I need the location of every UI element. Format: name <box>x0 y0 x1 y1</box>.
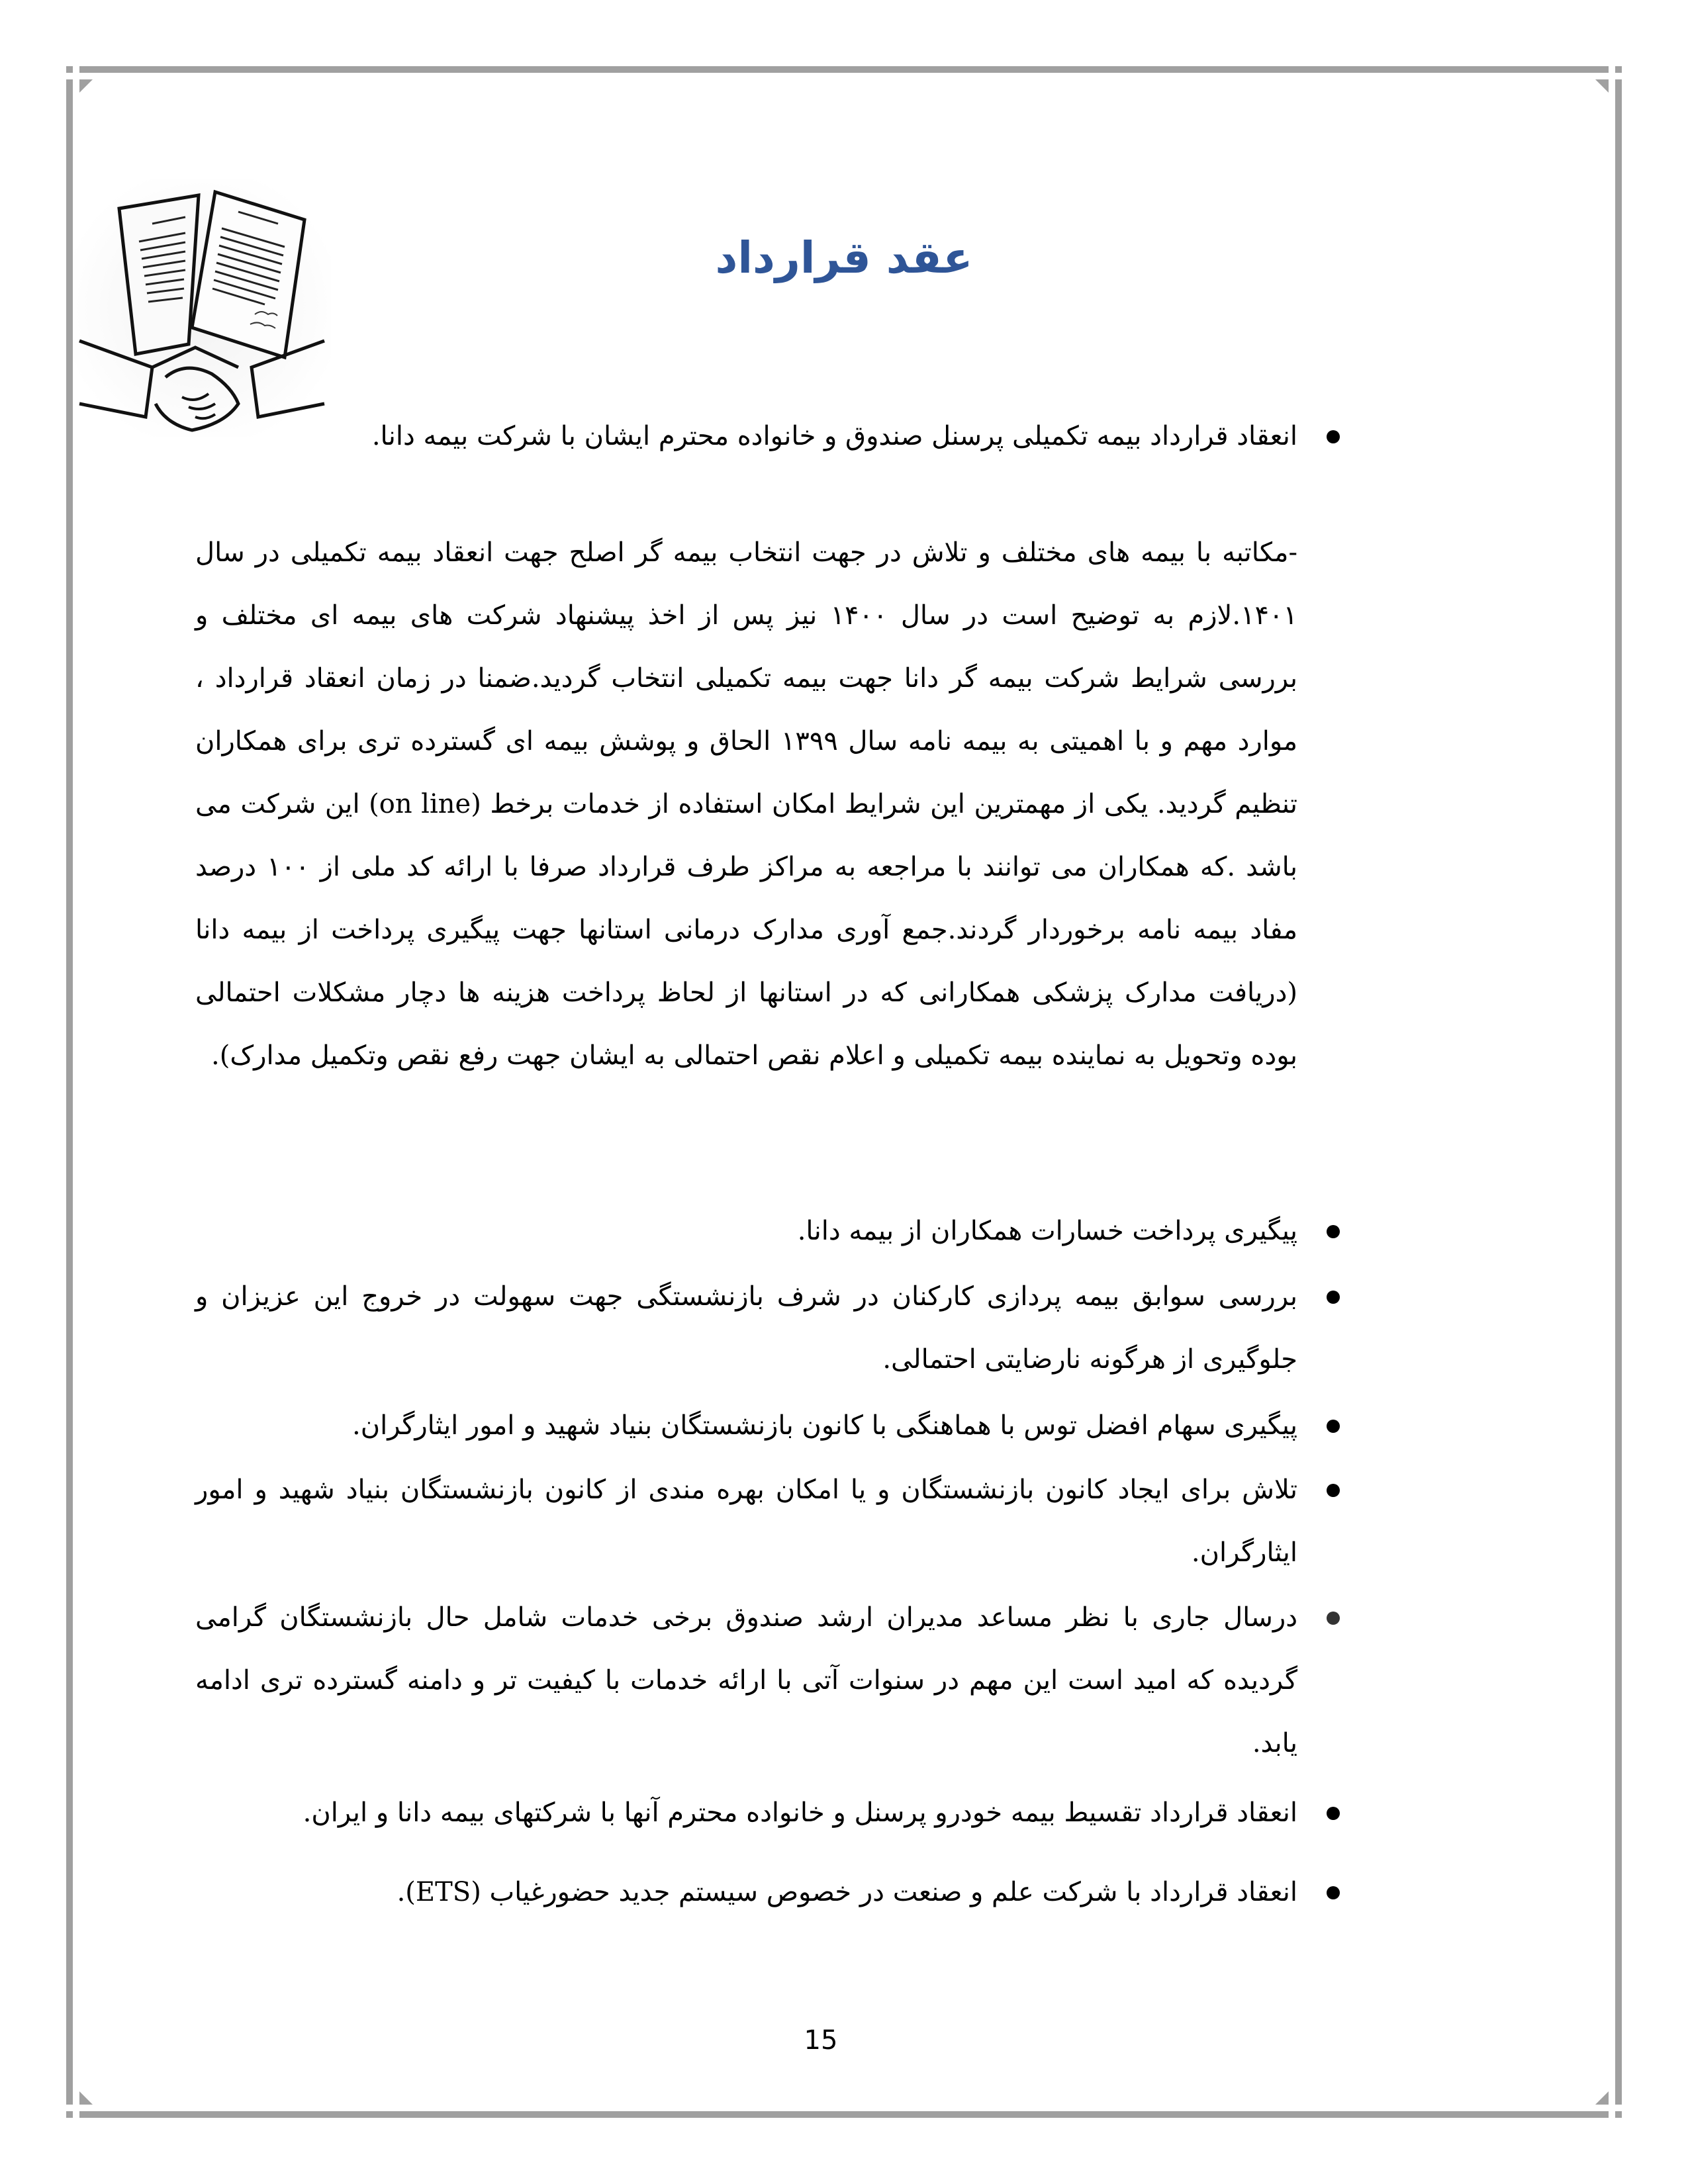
bullet-item: تلاش برای ایجاد کانون بازنشستگان و یا امکان بهره مندی از کانون بازنشستگان بنیاد شهید و امور ایثارگران. <box>195 1475 1297 1568</box>
bullet-icon <box>1327 1225 1340 1238</box>
corner-triangle-top-right <box>1595 79 1609 93</box>
intro-bullet-text: انعقاد قرارداد بیمه تکمیلی پرسنل صندوق و خانواده محترم ایشان با شرکت بیمه دانا. <box>371 421 1297 451</box>
bullet-icon <box>1327 1807 1340 1820</box>
bullet-item: انعقاد قرارداد با شرکت علم و صنعت در خصوص سیستم جدید حضورغیاب (ETS). <box>397 1877 1297 1907</box>
border-corner-bottom-right <box>1615 2111 1622 2118</box>
corner-triangle-bottom-right <box>1595 2091 1609 2105</box>
corner-triangle-bottom-left <box>79 2091 93 2105</box>
border-corner-bottom-left <box>66 2111 73 2118</box>
bullet-item: بررسی سوابق بیمه پردازی کارکنان در شرف بازنشستگی جهت سهولت در خروج این عزیزان و جلوگیری از هرگونه نارضایتی احتمالی. <box>195 1281 1297 1375</box>
bullet-icon <box>1327 1420 1340 1433</box>
page-border-right <box>1615 79 1622 2105</box>
border-corner-top-right <box>1615 66 1622 73</box>
page-border-bottom <box>79 2111 1609 2118</box>
body-paragraph: -مکاتبه با بیمه های مختلف و تلاش در جهت انتخاب بیمه گر اصلح جهت انعقاد بیمه تکمیلی در سال ۱۴۰۱.لازم به توضیح است در سال ۱۴۰۰ نیز پس از اخذ پیشنهاد شرکت های بیمه ای مختلف و بررسی شرایط شرکت بیمه گر دانا جهت بیمه تکمیلی انتخاب گردید.ضمنا در زمان انعقاد قرارداد ، موارد مهم و با اهمیتی به بیمه نامه سال ۱۳۹۹ الحاق و پوشش بیمه ای گسترده تری برای همکاران تنظیم گردید. یکی از مهمترین این شرایط امکان استفاده از خدمات برخط (on line) این شرکت می باشد .که همکاران می توانند با مراجعه به مراکز طرف قرارداد صرفا با ارائه کد ملی از ۱۰۰ درصد مفاد بیمه نامه برخوردار گردند.جمع آوری مدارک درمانی استانها جهت پیگیری پرداخت از بیمه دانا (دریافت مدارک پزشکی همکارانی که در استانها از لحاظ پرداخت هزینه ها دچار مشکلات احتمالی بوده وتحویل به نماینده بیمه تکمیلی و اعلام نقص احتمالی به ایشان جهت رفع نقص وتکمیل مدارک). <box>195 537 1298 1071</box>
contract-handshake-icon <box>73 179 331 437</box>
bullet-icon <box>1327 1886 1340 1899</box>
bullet-item: انعقاد قرارداد تقسیط بیمه خودرو پرسنل و خانواده محترم آنها با شرکتهای بیمه دانا و ایران. <box>303 1797 1297 1828</box>
bullet-icon <box>1327 1612 1340 1625</box>
page-border-top <box>79 66 1609 73</box>
border-corner-top-left <box>66 66 73 73</box>
bullet-icon <box>1327 1291 1340 1304</box>
bullet-icon <box>1327 430 1340 443</box>
bullet-item: درسال جاری با نظر مساعد مدیران ارشد صندوق برخی خدمات شامل حال بازنشستگان گرامی گردیده که امید است این مهم در سنوات آتی با ارائه خدمات با کیفیت تر و دامنه گسترده تری ادامه یابد. <box>195 1602 1298 1758</box>
bullet-item: پیگیری سهام افضل توس با هماهنگی با کانون بازنشستگان بنیاد شهید و امور ایثارگران. <box>352 1410 1297 1441</box>
page-title: عقد قرارداد <box>715 232 973 283</box>
corner-triangle-top-left <box>79 79 93 93</box>
bullet-icon <box>1327 1484 1340 1497</box>
page-number: 15 <box>804 2025 838 2056</box>
page-border-left <box>66 79 73 2105</box>
bullet-item: پیگیری پرداخت خسارات همکاران از بیمه دانا. <box>797 1216 1297 1246</box>
